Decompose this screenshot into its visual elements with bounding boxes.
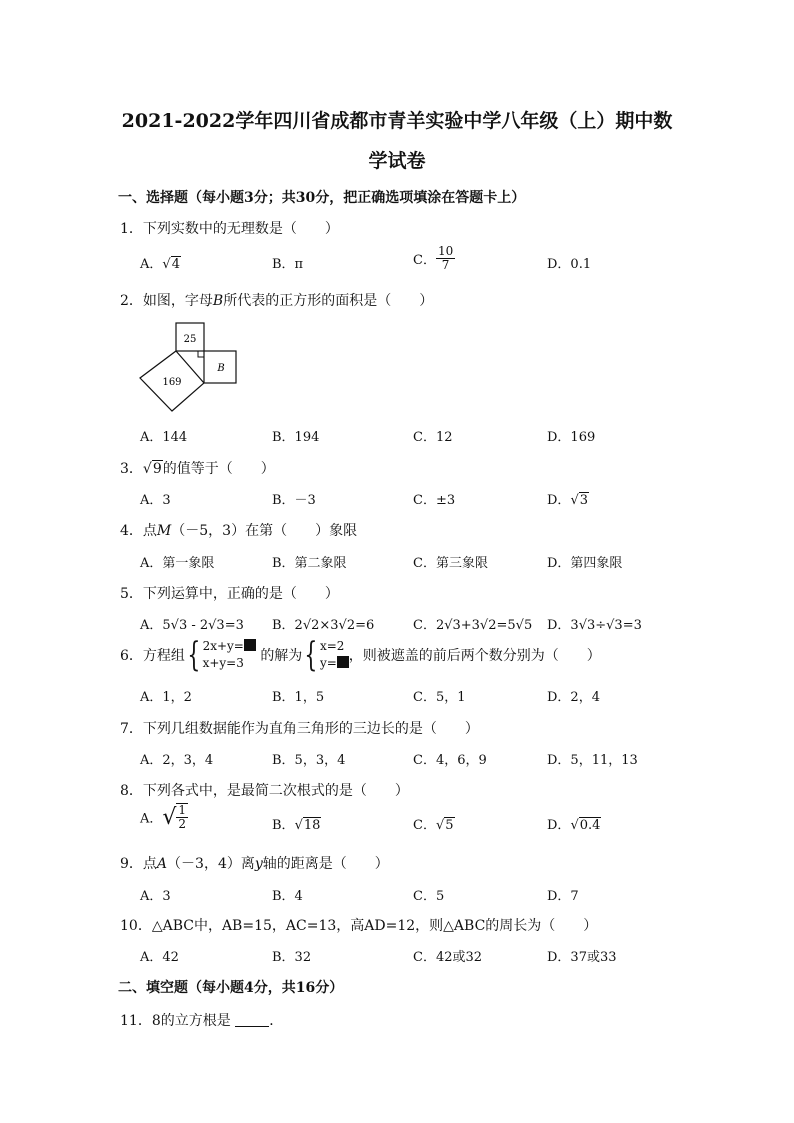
right-angle-mark (198, 351, 204, 357)
q10-option-b: B．32 (272, 950, 312, 965)
covered-number-1 (244, 639, 256, 651)
q6-option-c: C．5，1 (413, 690, 466, 705)
covered-number-2 (337, 656, 349, 668)
q4-option-a: A．第一象限 (140, 556, 215, 571)
question-7-stem: 7．下列几组数据能作为直角三角形的三边长的是（ ） (120, 721, 479, 737)
q8-option-c: C．√5 (413, 818, 454, 833)
q3-option-c: C．±3 (413, 493, 456, 508)
q5-option-c: C．2√3+3√2=5√5 (413, 618, 533, 633)
question-9-stem: 9．点A（－3，4）离y轴的距离是（ ） (120, 856, 389, 872)
question-6-stem: 6．方程组{ 2x+y= x+y=3 的解为{ x=2 y= ，则被遮盖的前后两个数分别为（ ） (120, 635, 601, 675)
q10-option-d: D．37或33 (547, 950, 617, 965)
q6-option-d: D．2，4 (547, 690, 600, 705)
q5-option-d: D．3√3÷√3=3 (547, 618, 642, 633)
exam-title-line2: 学试卷 (368, 150, 426, 172)
q8-option-a: A．√ $\frac{1}{2}$ (140, 803, 187, 831)
question-8-stem: 8．下列各式中，是最简二次根式的是（ ） (120, 783, 409, 799)
question-2-stem: 2．如图，字母B所代表的正方形的面积是（ ） (120, 293, 434, 309)
q9-option-c: C．5 (413, 889, 445, 904)
question-5-stem: 5．下列运算中，正确的是（ ） (120, 586, 339, 602)
q2-option-d: D．169 (547, 430, 596, 445)
q4-option-c: C．第三象限 (413, 556, 488, 571)
q3-option-a: A．3 (140, 493, 171, 508)
exam-title-line1: 2021-2022学年四川省成都市青羊实验中学八年级（上）期中数 (121, 110, 673, 132)
q4-option-b: B．第二象限 (272, 556, 347, 571)
question-3-stem: 3．√9的值等于（ ） (120, 461, 275, 477)
squares-figure (135, 318, 250, 413)
question-1-stem: 1．下列实数中的无理数是（ ） (120, 221, 339, 237)
q2-option-c: C．12 (413, 430, 453, 445)
q3-option-b: B．－3 (272, 493, 316, 508)
q5-option-b: B．2√2×3√2=6 (272, 618, 375, 633)
q10-option-a: A．42 (140, 950, 179, 965)
section-choice-heading: 一、选择题（每小题3分；共30分，把正确选项填涂在答题卡上） (118, 190, 526, 206)
q1-option-a: A．√4 (140, 257, 180, 272)
q7-option-c: C．4，6，9 (413, 753, 487, 768)
q6-option-b: B．1，5 (272, 690, 325, 705)
q7-option-a: A．2，3，4 (140, 753, 214, 768)
q4-option-d: D．第四象限 (547, 556, 623, 571)
label-169: 169 (162, 377, 182, 388)
section-fill-heading: 二、填空题（每小题4分，共16分） (118, 980, 344, 996)
q7-option-b: B．5，3，4 (272, 753, 346, 768)
q3-option-d: D．√3 (547, 493, 589, 508)
q8-option-d: D．√0.4 (547, 818, 601, 833)
q9-option-a: A．3 (140, 889, 171, 904)
q8-option-b: B．√18 (272, 818, 321, 833)
sqrt-sign: √ (162, 257, 171, 272)
q5-option-a: A．5√3 - 2√3=3 (140, 618, 244, 633)
q1-option-d: D．0.1 (547, 257, 592, 272)
answer-blank (235, 1014, 269, 1027)
question-11-stem: 11．8的立方根是 ． (120, 1013, 284, 1029)
q6-option-a: A．1，2 (140, 690, 192, 705)
q9-option-b: B．4 (272, 889, 303, 904)
q2-option-a: A．144 (140, 430, 188, 445)
q7-option-d: D．5，11，13 (547, 753, 638, 768)
q2-option-b: B．194 (272, 430, 320, 445)
q1-option-b: B．π (272, 257, 304, 272)
question-4-stem: 4．点M（－5，3）在第（ ）象限 (120, 523, 358, 539)
question-10-stem: 10．△ABC中，AB=15，AC=13，高AD=12，则△ABC的周长为（ ） (120, 918, 598, 934)
q10-option-c: C．42或32 (413, 950, 483, 965)
q1-option-c: C． $\frac{10}{7}$ (413, 244, 454, 272)
q9-option-d: D．7 (547, 889, 579, 904)
label-b: B (217, 363, 225, 374)
label-25: 25 (183, 334, 197, 345)
